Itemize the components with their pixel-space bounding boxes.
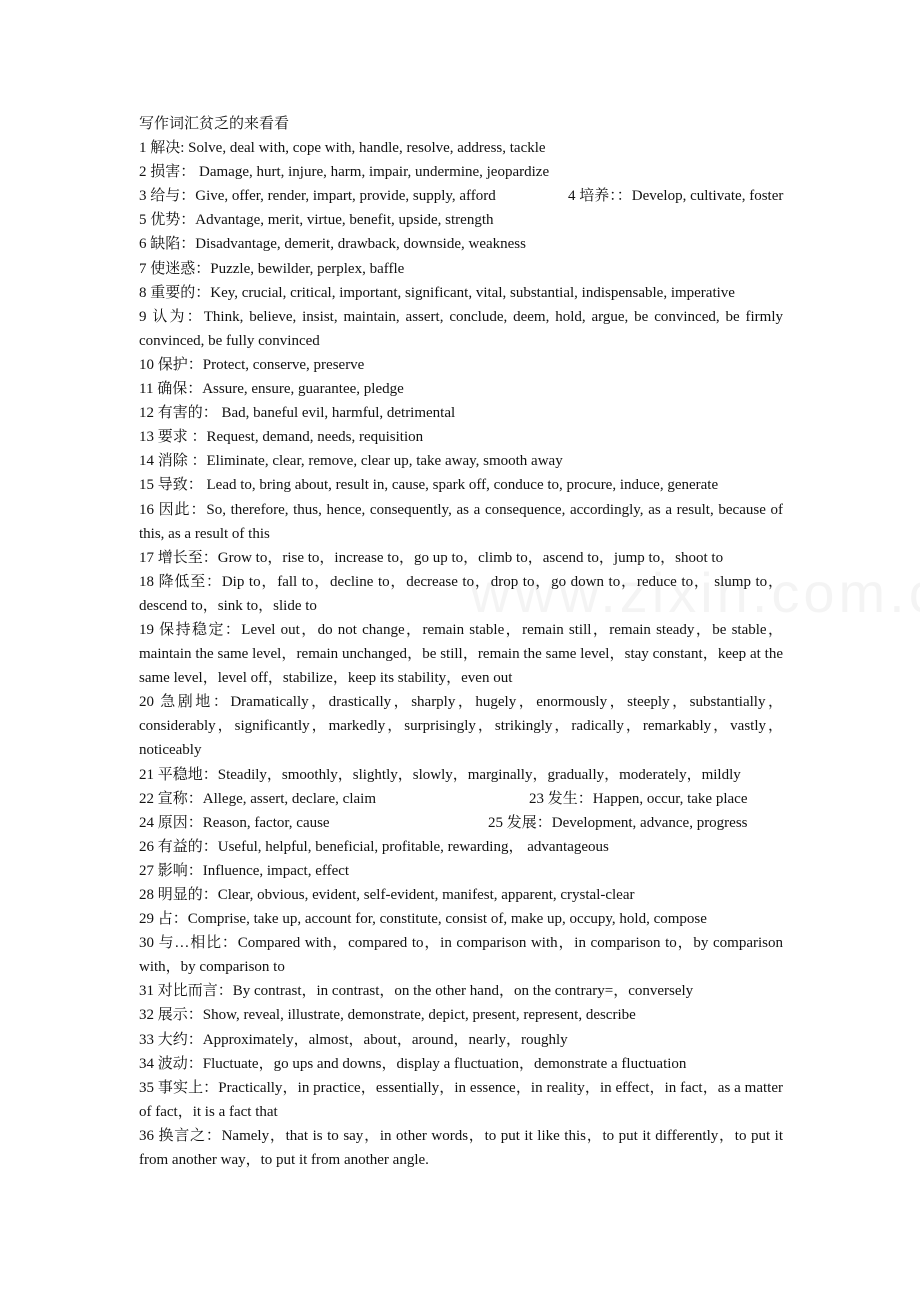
entry-36: 36 换言之：Namely，that is to say，in other words，to put it like this，to put it differently，to put it from another way，to put it from another angle. (139, 1127, 783, 1169)
entry-4: 4 培养：：Develop, cultivate, foster (568, 188, 784, 205)
entry-19: 19 保持稳定：Level out，do not change，remain stable，remain still，remain steady，be stable，maintain the same level，remain unchanged，be still，remain the same level，stay constant，keep at the same level，level off，stabilize，keep its stability，even out (139, 621, 783, 687)
entry-17: 17 增长至：Grow to，rise to，increase to，go up to，climb to，ascend to，jump to，shoot to (139, 549, 724, 566)
entry-13: 13 要求 ：Request, demand, needs, requisition (139, 429, 424, 446)
entry-14: 14 消除 ：Eliminate, clear, remove, clear up, take away, smooth away (139, 453, 563, 470)
entry-22: 22 宣称：Allege, assert, declare, claim (139, 790, 376, 807)
entry-24: 24 原因：Reason, factor, cause (139, 814, 330, 831)
entry-25: 25 发展：Development, advance, progress (488, 814, 748, 831)
entry-row-3-4 (139, 184, 783, 208)
entry-row-22-23 (139, 787, 783, 811)
entry-7: 7 使迷惑：Puzzle, bewilder, perplex, baffle (139, 260, 405, 277)
entry-31: 31 对比而言：By contrast，in contrast，on the other hand，on the contrary=，conversely (139, 983, 694, 1000)
entry-30: 30 与…相比：Compared with，compared to，in comparison with，in comparison to，by comparison with，by comparison to (139, 935, 783, 976)
entry-1: 1 解决: Solve, deal with, cope with, handle, resolve, address, tackle (139, 140, 546, 157)
entry-34: 34 波动：Fluctuate，go ups and downs，display a fluctuation，demonstrate a fluctuation (139, 1055, 687, 1072)
entry-29: 29 占：Comprise, take up, account for, constitute, consist of, make up, occupy, hold, compose (139, 911, 707, 928)
entry-12: 12 有害的： Bad, baneful evil, harmful, detrimental (139, 405, 456, 422)
entry-20: 20 急剧地：Dramatically，drastically，sharply，hugely，enormously，steeply，substantially，considerably，significantly，markedly，surprisingly，strikingly，radically，remarkably，vastly，noticeably (139, 694, 783, 759)
entry-16: 16 因此：So, therefore, thus, hence, consequently, as a consequence, accordingly, as a result, because of this, as a result of this (139, 501, 783, 542)
entry-row-24-25 (139, 811, 783, 835)
entry-11: 11 确保：Assure, ensure, guarantee, pledge (139, 381, 404, 398)
entry-15: 15 导致： Lead to, bring about, result in, cause, spark off, conduce to, procure, induce, generate (139, 477, 719, 494)
entry-33: 33 大约：Approximately，almost，about，around，nearly，roughly (139, 1031, 568, 1048)
document-body (139, 112, 783, 1172)
entry-8: 8 重要的：Key, crucial, critical, important, significant, vital, substantial, indispensable, imperative (139, 284, 735, 301)
entry-6: 6 缺陷：Disadvantage, demerit, drawback, downside, weakness (139, 236, 526, 253)
entry-35: 35 事实上：Practically，in practice，essentially，in essence，in reality，in effect，in fact，as a matter of fact，it is a fact that (139, 1079, 783, 1120)
entry-2: 2 损害： Damage, hurt, injure, harm, impair, undermine, jeopardize (139, 164, 550, 181)
entry-26: 26 有益的：Useful, helpful, beneficial, profitable, rewarding， advantageous (139, 838, 609, 855)
entry-5: 5 优势：Advantage, merit, virtue, benefit, upside, strength (139, 212, 494, 229)
entry-3: 3 给与：Give, offer, render, impart, provide, supply, afford (139, 188, 496, 205)
entry-28: 28 明显的：Clear, obvious, evident, self-evident, manifest, apparent, crystal-clear (139, 887, 635, 903)
entry-18: 18 降低至：Dip to，fall to，decline to，decrease to，drop to，go down to，reduce to， slump to，descend to，sink to，slide to (139, 573, 783, 614)
entry-23: 23 发生：Happen, occur, take place (529, 790, 748, 807)
entry-9: 9 认为：Think, believe, insist, maintain, assert, conclude, deem, hold, argue, be convinced, be firmly convinced, be fully convinced (139, 308, 783, 349)
entry-32: 32 展示：Show, reveal, illustrate, demonstrate, depict, present, represent, describe (139, 1007, 636, 1024)
entry-21: 21 平稳地：Steadily，smoothly，slightly，slowly，marginally，gradually，moderately，mildly (139, 766, 741, 783)
entry-10: 10 保护：Protect, conserve, preserve (139, 356, 365, 373)
entry-27: 27 影响：Influence, impact, effect (139, 862, 350, 879)
document-title: 写作词汇贫乏的来看看 (139, 116, 290, 132)
